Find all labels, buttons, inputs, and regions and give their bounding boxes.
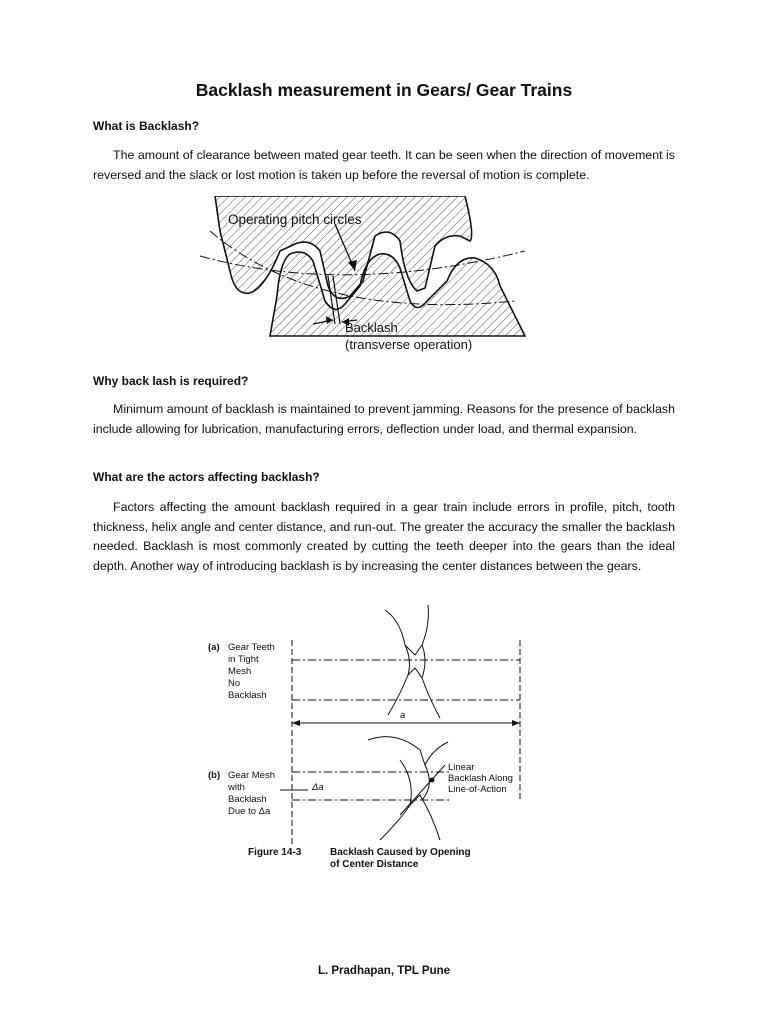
- heading-why-backlash-required: Why back lash is required?: [93, 374, 249, 388]
- action-point: [430, 778, 435, 783]
- label-a-line3: Mesh: [228, 666, 252, 677]
- gear-mesh-figure: [195, 196, 535, 356]
- paragraph-why-backlash-required: [93, 400, 675, 439]
- gear-b-upper: [368, 737, 448, 765]
- gear-b-lower: [380, 795, 440, 840]
- gear-a-upper: [385, 605, 428, 655]
- label-a-line1: Gear Teeth: [228, 642, 275, 653]
- label-linear-3: Line-of-Action: [448, 784, 507, 795]
- label-backlash: Backlash: [345, 320, 398, 335]
- paragraph-text: The amount of clearance between mated gear teeth. It can be seen when the direction of movement is reversed and the slack or lost motion is taken up before the reversal of motion is complete.: [93, 148, 675, 182]
- label-linear-1: Linear: [448, 762, 475, 773]
- heading-factors-affecting-backlash: What are the actors affecting backlash?: [93, 470, 320, 484]
- label-b-line2: with: [228, 782, 245, 793]
- heading-what-is-backlash: What is Backlash?: [93, 119, 200, 133]
- gear-a-tooth: [405, 645, 425, 678]
- arrow-dim-a-right: [512, 720, 520, 726]
- label-operating-pitch-circles: Operating pitch circles: [228, 212, 362, 227]
- caption-line2: of Center Distance: [330, 859, 419, 870]
- page-title: Backlash measurement in Gears/ Gear Trains: [195, 80, 573, 100]
- paragraph-factors-affecting-backlash: [93, 498, 675, 576]
- label-transverse-operation: (transverse operation): [345, 337, 473, 352]
- label-a-tag: (a): [208, 642, 220, 653]
- gear-a-lower: [388, 668, 440, 718]
- label-dim-a: a: [400, 710, 406, 721]
- footer-author: L. Pradhapan, TPL Pune: [317, 965, 451, 977]
- label-linear-2: Backlash Along: [448, 773, 513, 784]
- label-b-tag: (b): [208, 770, 221, 781]
- label-delta-a: Δa: [312, 782, 324, 793]
- label-b-line1: Gear Mesh: [228, 770, 275, 781]
- label-a-line4: No: [228, 678, 241, 689]
- label-a-line5: Backlash: [228, 690, 267, 701]
- label-b-line3: Backlash: [228, 794, 267, 805]
- label-b-line4: Due to Δa: [228, 806, 271, 817]
- paragraph-text: Minimum amount of backlash is maintained to prevent jamming. Reasons for the presence of backlash include allowing for lubrication, manufacturing errors, deflection under load, and thermal expansion.: [93, 402, 675, 436]
- caption-line1: Backlash Caused by Opening: [330, 847, 471, 858]
- arrow-dim-a-left: [292, 720, 300, 726]
- label-a-line2: in Tight: [228, 654, 259, 665]
- figure-14-3: [200, 600, 540, 875]
- caption-number: Figure 14-3: [248, 847, 302, 858]
- paragraph-text: Factors affecting the amount backlash required in a gear train include errors in profile, pitch, tooth thickness, helix angle and center distance, and run-out. The greater the accuracy the smaller the backlash needed. Backlash is most commonly created by cutting the teeth deeper into the gears than the ideal depth. Another way of introducing backlash is by increasing the center distances between the gears.: [93, 500, 675, 573]
- paragraph-what-is-backlash: [93, 146, 675, 185]
